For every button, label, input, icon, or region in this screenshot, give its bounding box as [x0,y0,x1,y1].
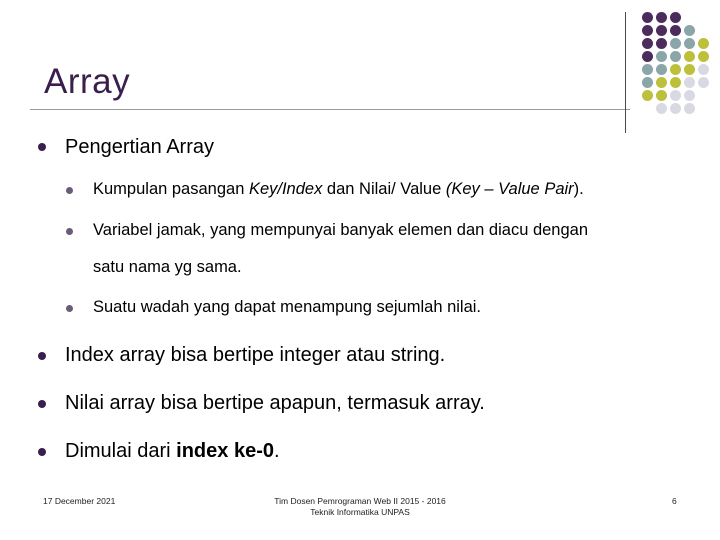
decor-dot [656,77,667,88]
sub-bullet-icon [66,228,73,235]
sub-bullet-text: Suatu wadah yang dapat menampung sejumlah nilai. [93,298,482,316]
decor-dot [642,25,653,36]
footer-center [200,496,520,518]
decor-dot [684,25,695,36]
decor-dot [684,103,695,114]
decor-dot [698,51,709,62]
text-run: ). [573,180,584,198]
text-run-bold: index ke-0 [176,440,274,462]
decor-dot [670,38,681,49]
sub-bullet-continuation: satu nama yg sama. [93,258,242,276]
decor-dot [656,64,667,75]
decor-dot [642,90,653,101]
sub-bullet-text: Variabel jamak, yang mempunyai banyak elemen dan diacu dengan [93,221,589,239]
text-run: dan Nilai/ Value [322,180,446,198]
text-run-italic: (Key – Value Pair [445,180,574,198]
decor-dot [670,12,681,23]
decor-dot [642,77,653,88]
decor-dot [670,51,681,62]
sub-bullet-text [93,180,584,199]
title-underline [30,109,630,110]
bullet-icon [38,400,46,408]
text-run: Dimulai dari [65,440,177,462]
decor-dot [684,90,695,101]
decor-dot [684,77,695,88]
decor-dot [642,12,653,23]
decor-dot [670,77,681,88]
text-run: . [273,440,280,462]
decor-dot [642,51,653,62]
decor-dot [656,51,667,62]
bullet-icon [38,143,46,151]
decor-dot [670,103,681,114]
bullet-text: Index array bisa bertipe integer atau string. [65,344,446,366]
decor-dot [670,90,681,101]
bullet-text: Nilai array bisa bertipe apapun, termasuk array. [65,392,485,414]
decorative-vertical-line [625,12,626,133]
decor-dot [656,90,667,101]
footer-center-line2: Teknik Informatika UNPAS [310,507,410,517]
bullet-text: Pengertian Array [65,136,214,158]
decor-dot [656,103,667,114]
text-run-italic: Key/Index [248,180,323,198]
decor-dot [698,77,709,88]
decor-dot [698,64,709,75]
decor-dot [656,25,667,36]
footer-date: 17 December 2021 [43,496,116,506]
text-run: Kumpulan pasangan [93,180,249,198]
decor-dot [670,25,681,36]
decor-dot [698,38,709,49]
bullet-text [65,440,280,463]
sub-bullet-icon [66,187,73,194]
decor-dot [642,64,653,75]
decor-dot [684,38,695,49]
footer-center-line1: Tim Dosen Pemrograman Web II 2015 - 2016 [274,496,446,506]
decor-dot [656,12,667,23]
footer-page-number: 6 [672,496,677,506]
sub-bullet-icon [66,305,73,312]
decor-dot [684,64,695,75]
decor-dot [684,51,695,62]
slide-title: Array [44,62,131,101]
decor-dot [670,64,681,75]
decor-dot [656,38,667,49]
bullet-icon [38,352,46,360]
decor-dot [642,38,653,49]
bullet-icon [38,448,46,456]
